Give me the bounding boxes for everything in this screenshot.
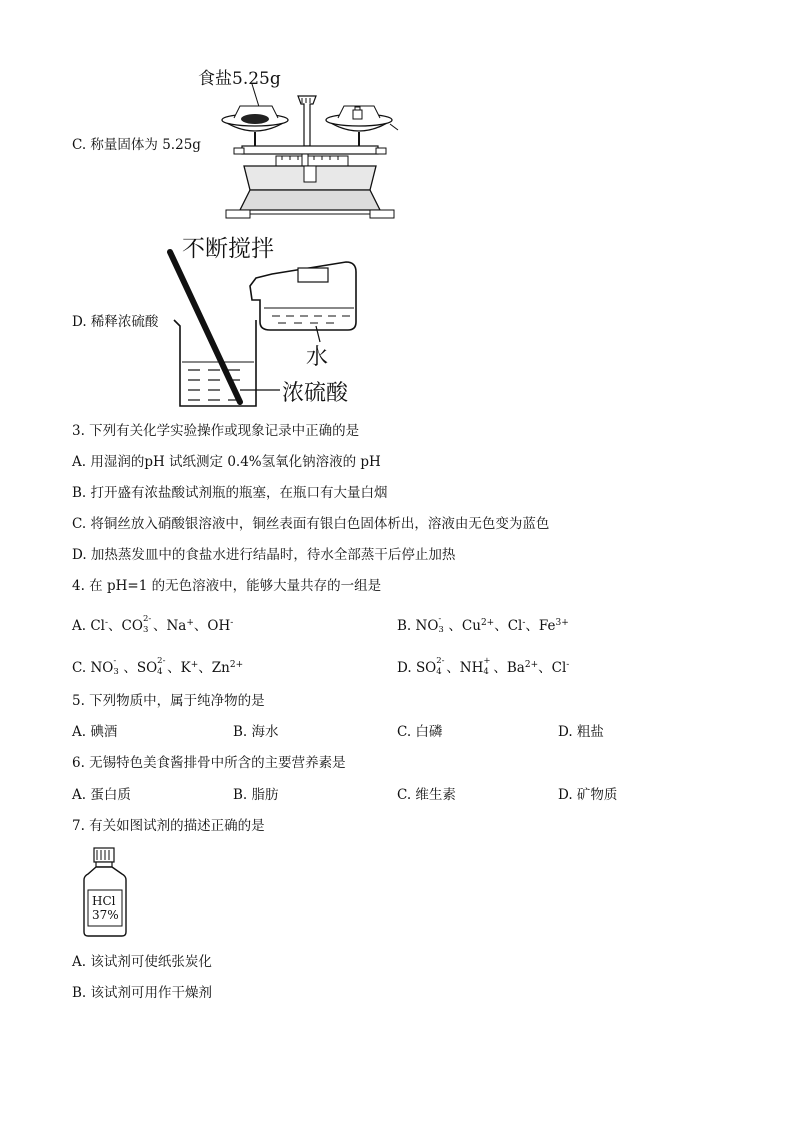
- q4-stem: 4. 在 pH=1 的无色溶液中，能够大量共存的一组是: [72, 578, 382, 594]
- q3-option-c: C. 将铜丝放入硝酸银溶液中，铜丝表面有银白色固体析出，溶液由无色变为蓝色: [72, 516, 550, 532]
- q6-option-a: A. 蛋白质: [72, 787, 131, 803]
- q2-option-d: D. 稀释浓硫酸: [72, 314, 159, 330]
- q2-option-c: C. 称量固体为 5.25g: [72, 137, 201, 153]
- q3-option-d: D. 加热蒸发皿中的食盐水进行结晶时，待水全部蒸干后停止加热: [72, 547, 456, 563]
- water-label: 水: [306, 345, 329, 370]
- q5-option-a: A. 碘酒: [72, 724, 118, 740]
- q4-option-b: B. NO - 3 、$Cu^{2+}$、Cl-、$Fe^{3+}$: [397, 614, 569, 635]
- balance-figure: [198, 62, 400, 222]
- reagent-bottle-figure: [80, 846, 130, 938]
- balance-label: 食盐5.25g: [198, 69, 281, 89]
- acid-label: 浓硫酸: [282, 381, 349, 406]
- q5-option-d: D. 粗盐: [558, 724, 604, 740]
- q7-option-b: B. 该试剂可用作干燥剂: [72, 985, 213, 1001]
- q6-option-c: C. 维生素: [397, 787, 456, 803]
- q4-option-c: C. NO - 3 、SO 2- 4 、K+、$Zn^{2+}$: [72, 656, 244, 677]
- stir-label: 不断搅拌: [182, 236, 274, 262]
- q5-stem: 5. 下列物质中，属于纯净物的是: [72, 693, 265, 709]
- q3-option-a: A. 用湿润的pH 试纸测定 0.4%氢氧化钠溶液的 pH: [72, 454, 381, 470]
- q5-option-c: C. 白磷: [397, 724, 443, 740]
- q7-stem: 7. 有关如图试剂的描述正确的是: [72, 818, 265, 834]
- bottle-label-concentration: 37%: [92, 908, 119, 922]
- bottle-label-formula: HCl: [92, 894, 116, 908]
- dilution-figure: [160, 230, 380, 410]
- q7-option-a: A. 该试剂可使纸张炭化: [72, 954, 212, 970]
- q5-option-b: B. 海水: [233, 724, 279, 740]
- q3-stem: 3. 下列有关化学实验操作或现象记录中正确的是: [72, 423, 360, 439]
- q4-option-a: A. Cl-、CO 2- 3 、Na+、OH-: [72, 614, 234, 635]
- q6-stem: 6. 无锡特色美食酱排骨中所含的主要营养素是: [72, 755, 346, 771]
- q3-option-b: B. 打开盛有浓盐酸试剂瓶的瓶塞，在瓶口有大量白烟: [72, 485, 388, 501]
- q6-option-b: B. 脂肪: [233, 787, 279, 803]
- q4-option-d: D. SO 2- 4 、NH + 4 、$Ba^{2+}$、Cl-: [397, 656, 570, 677]
- bottle-drawing: [80, 846, 130, 938]
- q6-option-d: D. 矿物质: [558, 787, 618, 803]
